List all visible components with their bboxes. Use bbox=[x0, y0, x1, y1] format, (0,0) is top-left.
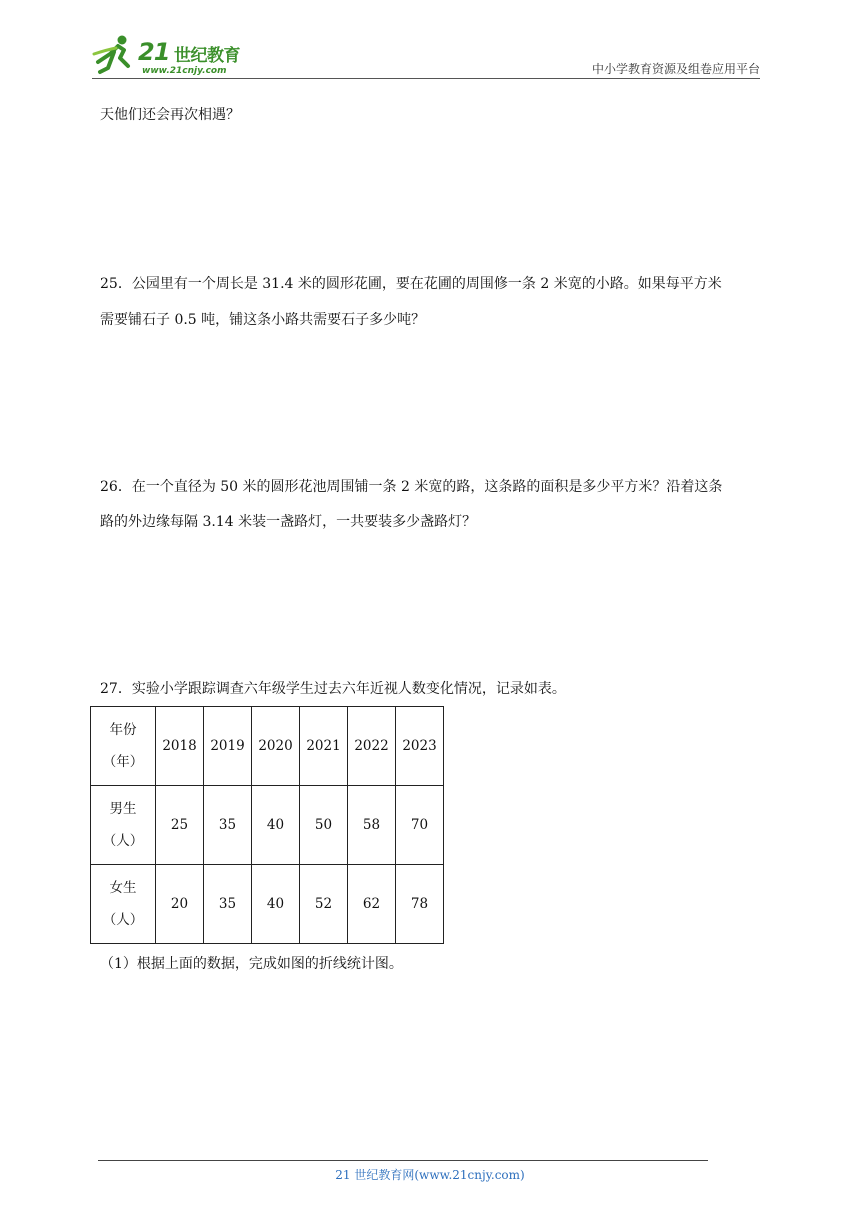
table-cell: 2020 bbox=[252, 707, 300, 786]
table-cell: 58 bbox=[348, 786, 396, 865]
logo-number: 21 bbox=[138, 38, 170, 66]
question-26-line-1: 26．在一个直径为 50 米的圆形花池周围铺一条 2 米宽的路，这条路的面积是多少平方米？沿着这条 bbox=[100, 479, 723, 495]
table-cell: 50 bbox=[300, 786, 348, 865]
table-cell: 40 bbox=[252, 865, 300, 944]
table-cell: 2022 bbox=[348, 707, 396, 786]
table-row-boys bbox=[91, 786, 444, 865]
logo-url: www.21cnjy.com bbox=[142, 66, 227, 76]
table-cell: 2018 bbox=[156, 707, 204, 786]
table-cell: 2023 bbox=[396, 707, 444, 786]
header-divider bbox=[92, 78, 760, 79]
platform-label: 中小学教育资源及组卷应用平台 bbox=[591, 62, 760, 76]
table-row-year bbox=[91, 707, 444, 786]
footer-divider bbox=[98, 1160, 708, 1161]
question-25-line-2: 需要铺石子 0.5 吨，铺这条小路共需要石子多少吨？ bbox=[100, 312, 426, 328]
table-cell: 52 bbox=[300, 865, 348, 944]
question-24-tail: 天他们还会再次相遇？ bbox=[100, 107, 240, 123]
table-cell: 20 bbox=[156, 865, 204, 944]
row-header-boys: 男生 （人） bbox=[91, 786, 156, 865]
table-cell: 78 bbox=[396, 865, 444, 944]
row-header-girls: 女生 （人） bbox=[91, 865, 156, 944]
myopia-data-table bbox=[90, 706, 444, 944]
table-cell: 62 bbox=[348, 865, 396, 944]
row-header-year: 年份 （年） bbox=[91, 707, 156, 786]
page-header bbox=[92, 30, 760, 80]
table-cell: 25 bbox=[156, 786, 204, 865]
question-27-sub-1: （1）根据上面的数据，完成如图的折线统计图。 bbox=[100, 956, 403, 972]
table-row-girls bbox=[91, 865, 444, 944]
logo-21cnjy bbox=[92, 32, 262, 78]
question-27-line-1: 27．实验小学跟踪调查六年级学生过去六年近视人数变化情况，记录如表。 bbox=[100, 681, 566, 697]
footer-text: 21 世纪教育网(www.21cnjy.com) bbox=[335, 1168, 525, 1182]
table-cell: 2021 bbox=[300, 707, 348, 786]
table-cell: 40 bbox=[252, 786, 300, 865]
table-cell: 2019 bbox=[204, 707, 252, 786]
logo-brand: 世纪教育 bbox=[174, 46, 240, 66]
question-26-line-2: 路的外边缘每隔 3.14 米装一盏路灯，一共要装多少盏路灯？ bbox=[100, 514, 477, 530]
table-cell: 35 bbox=[204, 786, 252, 865]
question-25-line-1: 25．公园里有一个周长是 31.4 米的圆形花圃，要在花圃的周围修一条 2 米宽的小路。如果每平方米 bbox=[100, 276, 722, 292]
table-cell: 70 bbox=[396, 786, 444, 865]
runner-logo-icon bbox=[92, 32, 136, 76]
table-cell: 35 bbox=[204, 865, 252, 944]
